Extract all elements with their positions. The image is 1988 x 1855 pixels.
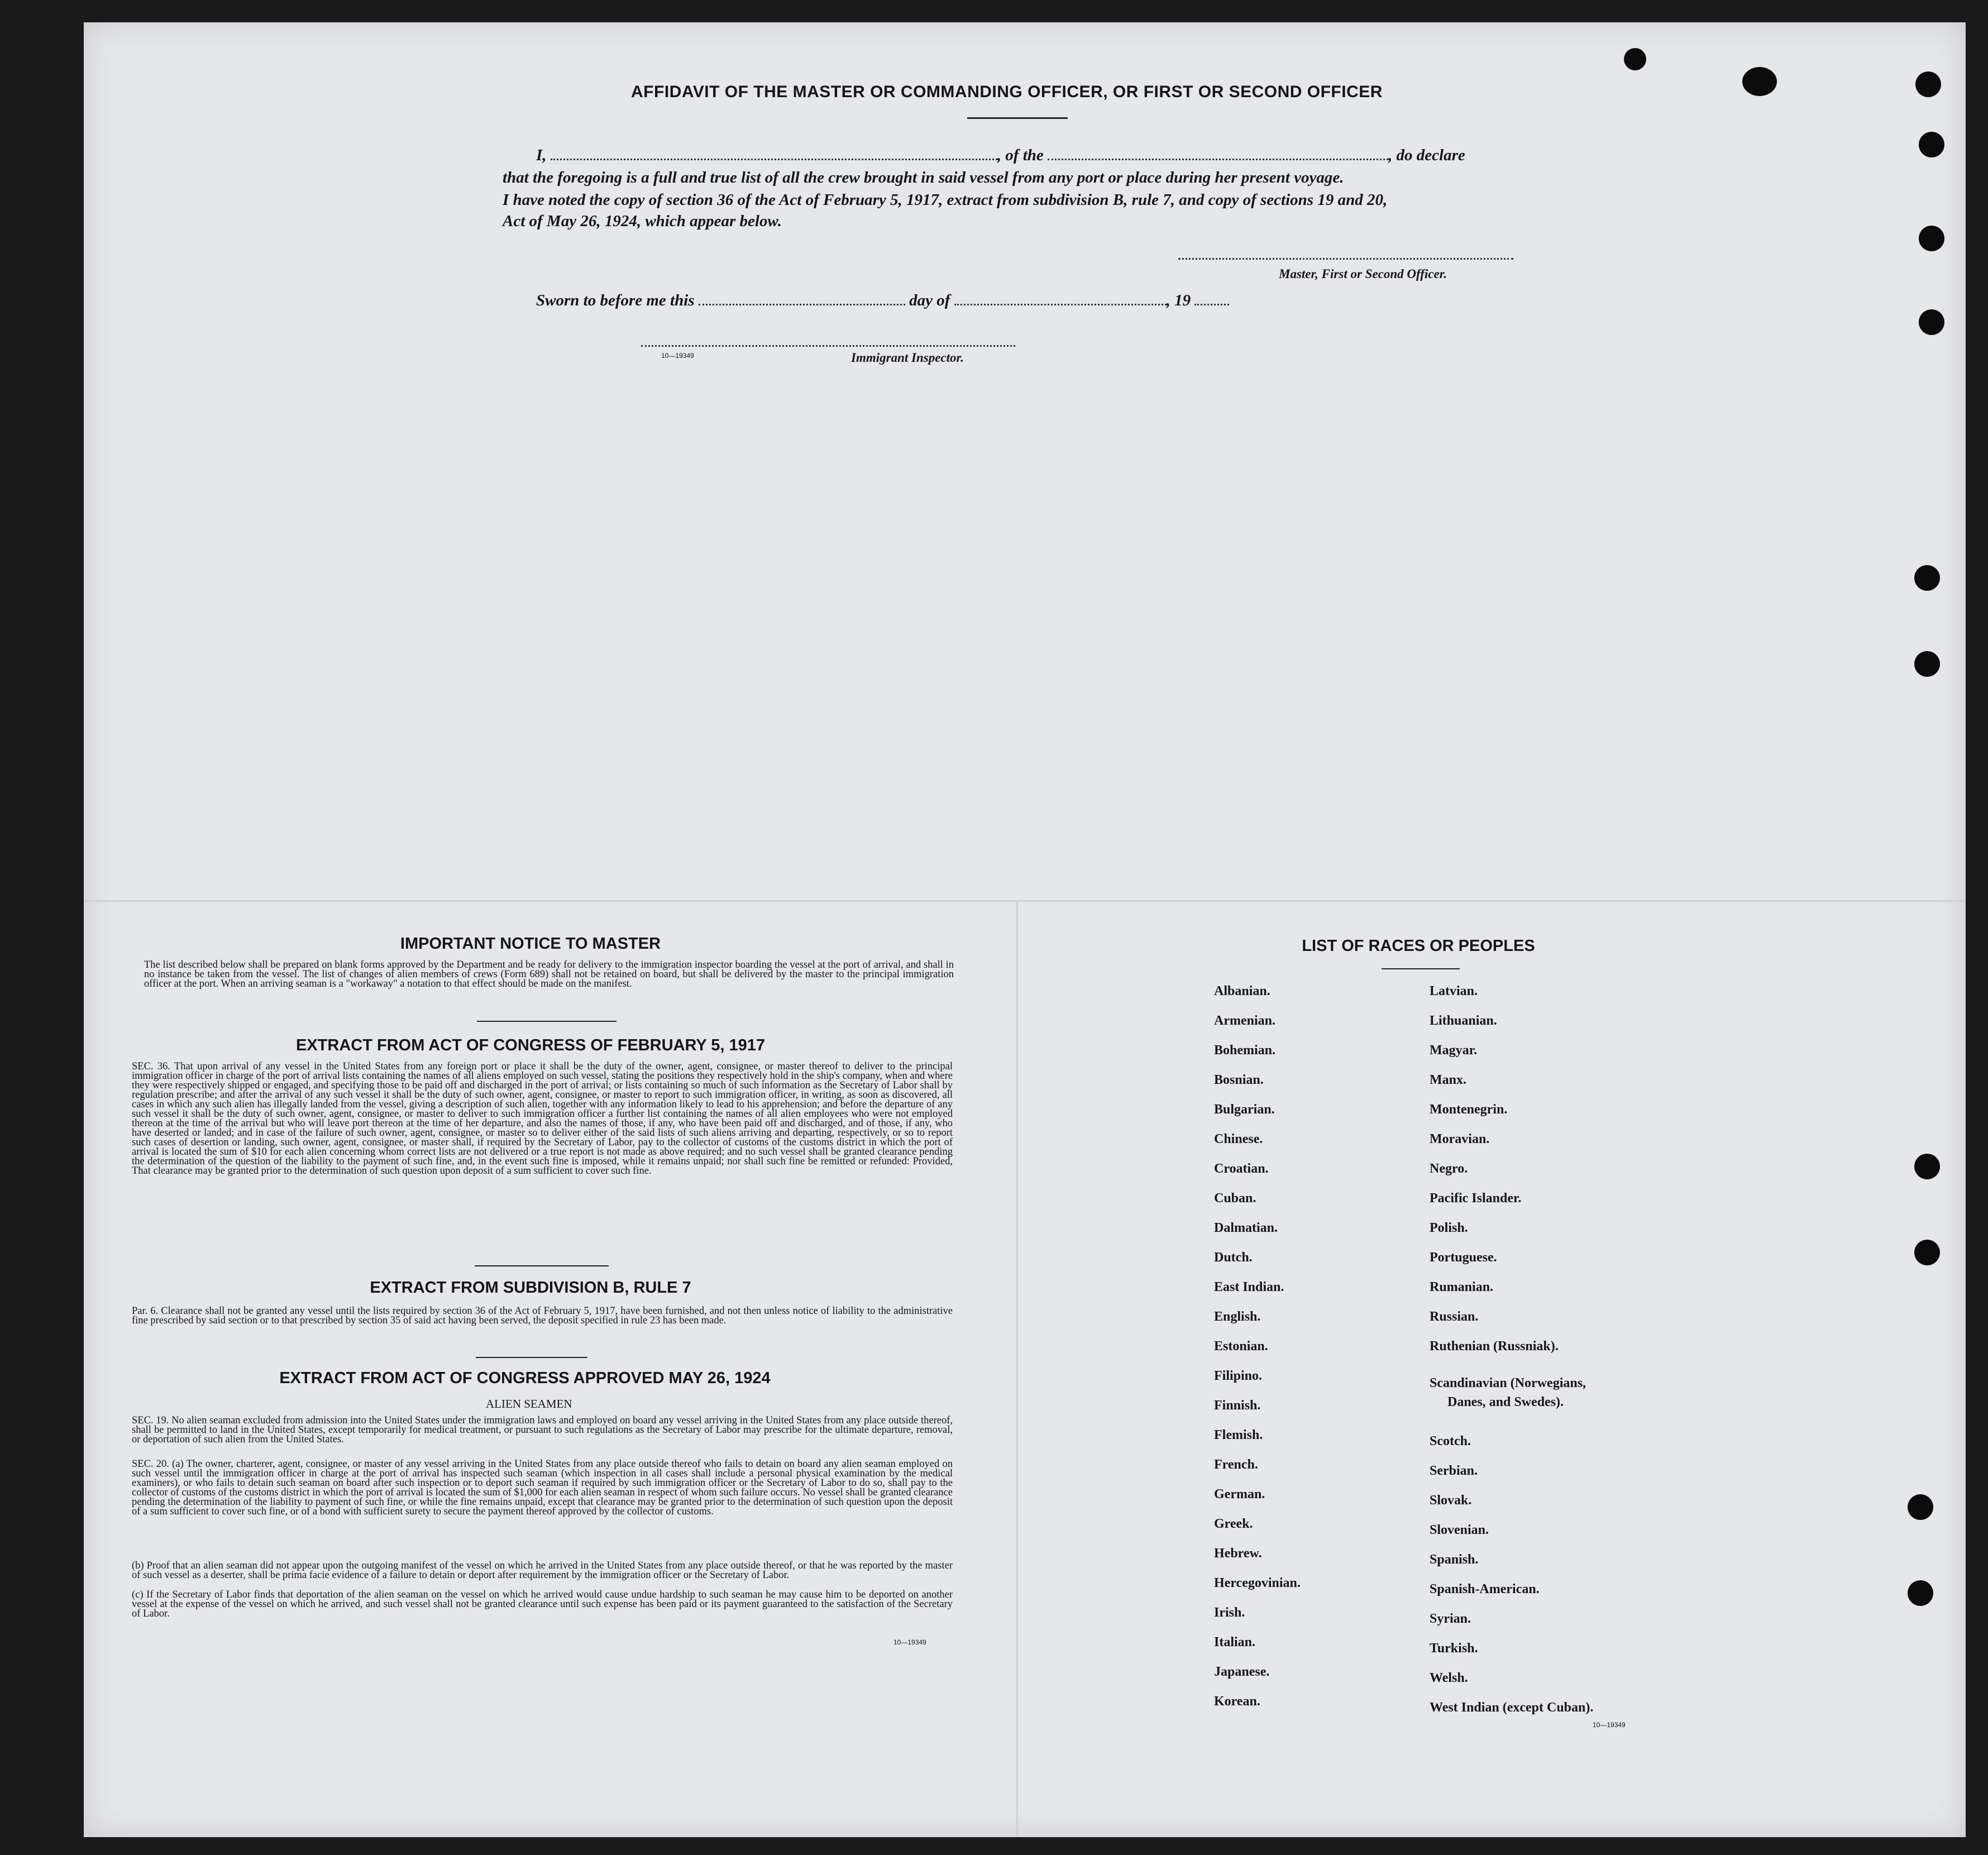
race-item: Irish.: [1214, 1605, 1245, 1620]
section-divider: [477, 1021, 617, 1022]
race-item: Montenegrin.: [1430, 1102, 1508, 1117]
race-item: Japanese.: [1214, 1665, 1270, 1679]
punch-hole: [1919, 309, 1944, 335]
sworn-day-of: day of: [909, 291, 950, 309]
declaration-line-1: [536, 146, 1465, 165]
sworn-day-field[interactable]: [699, 304, 905, 305]
subdivision-b-body: Par. 6. Clearance shall not be granted any vessel until the lists required by section 36 of the Act of February 5, 1917, have been furnished, and not then unless notice of liability to the administrative fine prescribed by said section or to that prescribed by section 35 of said act having been served, the deposit specified in rule 23 has been made.: [132, 1306, 953, 1326]
race-item: East Indian.: [1214, 1280, 1284, 1294]
race-item: Latvian.: [1430, 984, 1478, 998]
subdivision-b-title: EXTRACT FROM SUBDIVISION B, RULE 7: [370, 1279, 691, 1297]
punch-hole: [1915, 71, 1941, 97]
race-item: Finnish.: [1214, 1398, 1261, 1413]
form-number: 10—19349: [893, 1638, 926, 1646]
race-item: Scotch.: [1430, 1434, 1471, 1448]
race-item: English.: [1214, 1309, 1261, 1324]
race-item: Slovak.: [1430, 1493, 1472, 1508]
fold-line-vertical: [1016, 900, 1018, 1837]
race-item: Estonian.: [1214, 1339, 1268, 1354]
punch-hole: [1914, 651, 1940, 677]
punch-hole: [1914, 1154, 1940, 1179]
affidavit-title: AFFIDAVIT OF THE MASTER OR COMMANDING OFFICER, OR FIRST OR SECOND OFFICER: [631, 83, 1383, 101]
declaration-line-3: I have noted the copy of section 36 of the Act of February 5, 1917, extract from subdivision B, rule 7, and copy of sections 19 and 20,: [503, 191, 1388, 209]
notice-body: The list described below shall be prepared on blank forms approved by the Department and be ready for delivery to the immigration inspector boarding the vessel at the port of arrival, and shall in no instance be taken from the vessel. The list of changes of alien members of crews (Form 689) shall not be retained on board, but shall be delivered by the master to the principal immigration officer at the port. When an arriving seaman is a "workaway" a notation to that effect should be made on the manifest.: [144, 959, 954, 989]
race-item: Italian.: [1214, 1635, 1256, 1650]
punch-hole: [1914, 565, 1940, 591]
extract-1917-body: SEC. 36. That upon arrival of any vessel in the United States from any foreign port or place it shall be the duty of the owner, agent, consignee, or master thereof to deliver to the principal immigration officer in charge of the port of arrival lists containing the names of all aliens employed on such vessel, stating the positions they respectively hold in the ship's company, when and where they were respectively shipped or engaged, and specifying those to be paid off and discharged in the port of arrival; or lists containing so much of such information as the Secretary of Labor shall by regulation prescribe; and after the arrival of any such vessel it shall be the duty of such owner, agent, consignee, or master to report to such immigration officer, in writing, as soon as discovered, all cases in which any such alien has illegally landed from the vessel, giving a description of such alien, together with any information likely to lead to his apprehension; and before the departure of any such vessel it shall be the duty of such owner, agent, consignee, or master to deliver to such immigration officer a further list containing the names of all alien employees who were not employed thereon at the time of the arrival but who will leave port thereon at the time of her departure, and also the names of those, if any, who have been paid off and discharged, and of those, if any, who have deserted or landed; and in case of the failure of such owner, agent, consignee, or master so to deliver either of the said lists of such aliens arriving and departing, respectively, or so to report such cases of desertion or landing, such owner, agent, consignee, or master shall, if required by the Secretary of Labor, pay to the collector of customs of the customs district in which the port of arrival is located the sum of $10 for each alien concerning whom correct lists are not delivered or a true report is not made as above required; and no such vessel shall be granted clearance pending the determination of the question of the liability to the payment of such fine, and, in the event such fine is imposed, while it remains unpaid; nor shall such fine be remitted or refunded: Provided, That clearance may be granted prior to the determination of such question upon deposit of a sum sufficient to cover such fine.: [132, 1061, 953, 1177]
race-item: Filipino.: [1214, 1369, 1263, 1383]
race-item: German.: [1214, 1487, 1265, 1502]
extract-1917-title: EXTRACT FROM ACT OF CONGRESS OF FEBRUARY 5, 1917: [295, 1036, 766, 1054]
declaration-declare: , do declare: [1388, 146, 1465, 164]
race-item: Manx.: [1430, 1073, 1466, 1087]
race-item: Albanian.: [1214, 984, 1270, 998]
notice-title: IMPORTANT NOTICE TO MASTER: [400, 935, 661, 953]
race-item: Bosnian.: [1214, 1073, 1264, 1087]
inspector-signature-label: Immigrant Inspector.: [851, 351, 964, 365]
declaration-i: I,: [536, 146, 547, 164]
race-item: Dutch.: [1214, 1250, 1253, 1265]
race-item: Russian.: [1430, 1309, 1479, 1324]
punch-hole: [1919, 226, 1944, 251]
sworn-year-field[interactable]: [1194, 304, 1229, 305]
race-item: Bohemian.: [1214, 1043, 1276, 1058]
race-item: Ruthenian (Russniak).: [1430, 1339, 1559, 1354]
race-item: Bulgarian.: [1214, 1102, 1275, 1117]
race-item: Negro.: [1430, 1161, 1468, 1176]
race-item: Chinese.: [1214, 1132, 1263, 1146]
officer-name-field[interactable]: [551, 159, 997, 160]
declaration-line-4: Act of May 26, 1924, which appear below.: [503, 212, 782, 230]
declaration-of: , of the: [997, 146, 1044, 164]
sworn-month-field[interactable]: [954, 304, 1167, 305]
race-item: Welsh.: [1430, 1671, 1468, 1685]
fold-line-horizontal: [84, 900, 1966, 902]
alien-seamen-subtitle: ALIEN SEAMEN: [486, 1397, 572, 1411]
race-item: Spanish-American.: [1430, 1582, 1540, 1596]
race-item: Greek.: [1214, 1517, 1253, 1531]
race-item: Spanish.: [1430, 1552, 1479, 1567]
race-item: West Indian (except Cuban).: [1430, 1700, 1594, 1715]
extract-1924-sec20a: SEC. 20. (a) The owner, charterer, agent, consignee, or master of any vessel arriving in the United States from any place outside thereof who fails to detain on board any alien seaman employed on such vessel until the immigration officer in charge at the port of arrival has inspected such seaman (which inspection in all cases shall include a personal physical examination by the medical examiners), or who fails to detain such seaman on board after such inspection or to deport such seaman if required by such immigration officer or the Secretary of Labor to do so, shall pay to the collector of customs of the customs district in which the port of arrival is located the sum of $1,000 for each alien seaman in respect of whom such failure occurs. No vessel shall be granted clearance pending the determination of the liability to payment of such fine, or while the fine remains unpaid, except that clearance may be granted prior to the determination of such question upon the deposit of a sum sufficient to cover such fine, or of a bond with sufficient surety to secure the payment thereof approved by the collector of customs.: [132, 1459, 953, 1517]
extract-1924-sec20b: (b) Proof that an alien seaman did not appear upon the outgoing manifest of the vessel on which he arrived in the United States from any place outside thereof, or that he was reported by the master of such vessel as a deserter, shall be prima facie evidence of a failure to detain or deport after requirement by the immigration officer or the Secretary of Labor.: [132, 1560, 953, 1581]
race-item: Hebrew.: [1214, 1546, 1262, 1561]
punch-hole: [1742, 67, 1777, 96]
punch-hole: [1908, 1494, 1933, 1520]
races-title-underline: [1382, 968, 1460, 969]
sworn-text: Sworn to before me this: [536, 291, 695, 309]
extract-1924-title: EXTRACT FROM ACT OF CONGRESS APPROVED MAY 26, 1924: [279, 1369, 771, 1387]
race-item: French.: [1214, 1457, 1258, 1472]
master-signature-field[interactable]: [1178, 258, 1513, 260]
races-title: LIST OF RACES OR PEOPLES: [1302, 937, 1535, 955]
race-item: Cuban.: [1214, 1191, 1256, 1206]
punch-hole: [1914, 1240, 1940, 1265]
race-item: Serbian.: [1430, 1464, 1478, 1478]
race-item: Scandinavian (Norwegians,: [1430, 1376, 1586, 1390]
declaration-line-2: that the foregoing is a full and true list of all the crew brought in said vessel from any port or place during her present voyage.: [503, 169, 1344, 187]
race-item: Armenian.: [1214, 1013, 1275, 1028]
section-divider: [476, 1357, 587, 1358]
race-item: Slovenian.: [1430, 1523, 1489, 1537]
race-item: Lithuanian.: [1430, 1013, 1497, 1028]
race-item: Dalmatian.: [1214, 1221, 1278, 1235]
race-item: Moravian.: [1430, 1132, 1490, 1146]
section-divider: [475, 1265, 609, 1266]
punch-hole: [1624, 48, 1646, 70]
race-item: Syrian.: [1430, 1612, 1471, 1626]
race-item: Turkish.: [1430, 1641, 1478, 1656]
title-underline: [967, 117, 1068, 119]
race-item: Danes, and Swedes).: [1447, 1395, 1564, 1409]
race-item: Portuguese.: [1430, 1250, 1497, 1265]
race-item: Hercegovinian.: [1214, 1576, 1301, 1590]
master-signature-label: Master, First or Second Officer.: [1279, 267, 1447, 281]
race-item: Croatian.: [1214, 1161, 1269, 1176]
race-item: Magyar.: [1430, 1043, 1478, 1058]
race-item: Korean.: [1214, 1694, 1260, 1709]
vessel-name-field[interactable]: [1048, 159, 1388, 160]
race-item: Rumanian.: [1430, 1280, 1494, 1294]
sworn-line: [536, 291, 1229, 310]
sworn-year: , 19: [1166, 291, 1191, 309]
extract-1924-sec19: SEC. 19. No alien seaman excluded from admission into the United States under the immigration laws and employed on board any vessel arriving in the United States from any place outside thereof, shall be permitted to land in the United States, except temporarily for medical treatment, or pursuant to such regulations as the Secretary of Labor may prescribe for the ultimate departure, removal, or deportation of such alien from the United States.: [132, 1415, 953, 1445]
extract-1924-sec20c: (c) If the Secretary of Labor finds that deportation of the alien seaman on the vessel on which he arrived would cause undue hardship to such seaman he may cause him to be deported on another vessel at the expense of the vessel on which he arrived, and such vessel shall not be granted clearance until such expense has been paid or its payment guaranteed to the satisfaction of the Secretary of Labor.: [132, 1589, 953, 1619]
race-item: Flemish.: [1214, 1428, 1263, 1442]
form-number: 10—19349: [1593, 1721, 1626, 1729]
race-item: Pacific Islander.: [1430, 1191, 1522, 1206]
punch-hole: [1919, 132, 1944, 157]
race-item: Polish.: [1430, 1221, 1468, 1235]
punch-hole: [1908, 1580, 1933, 1606]
form-number: 10—19349: [661, 352, 694, 360]
inspector-signature-field[interactable]: [641, 345, 1015, 347]
